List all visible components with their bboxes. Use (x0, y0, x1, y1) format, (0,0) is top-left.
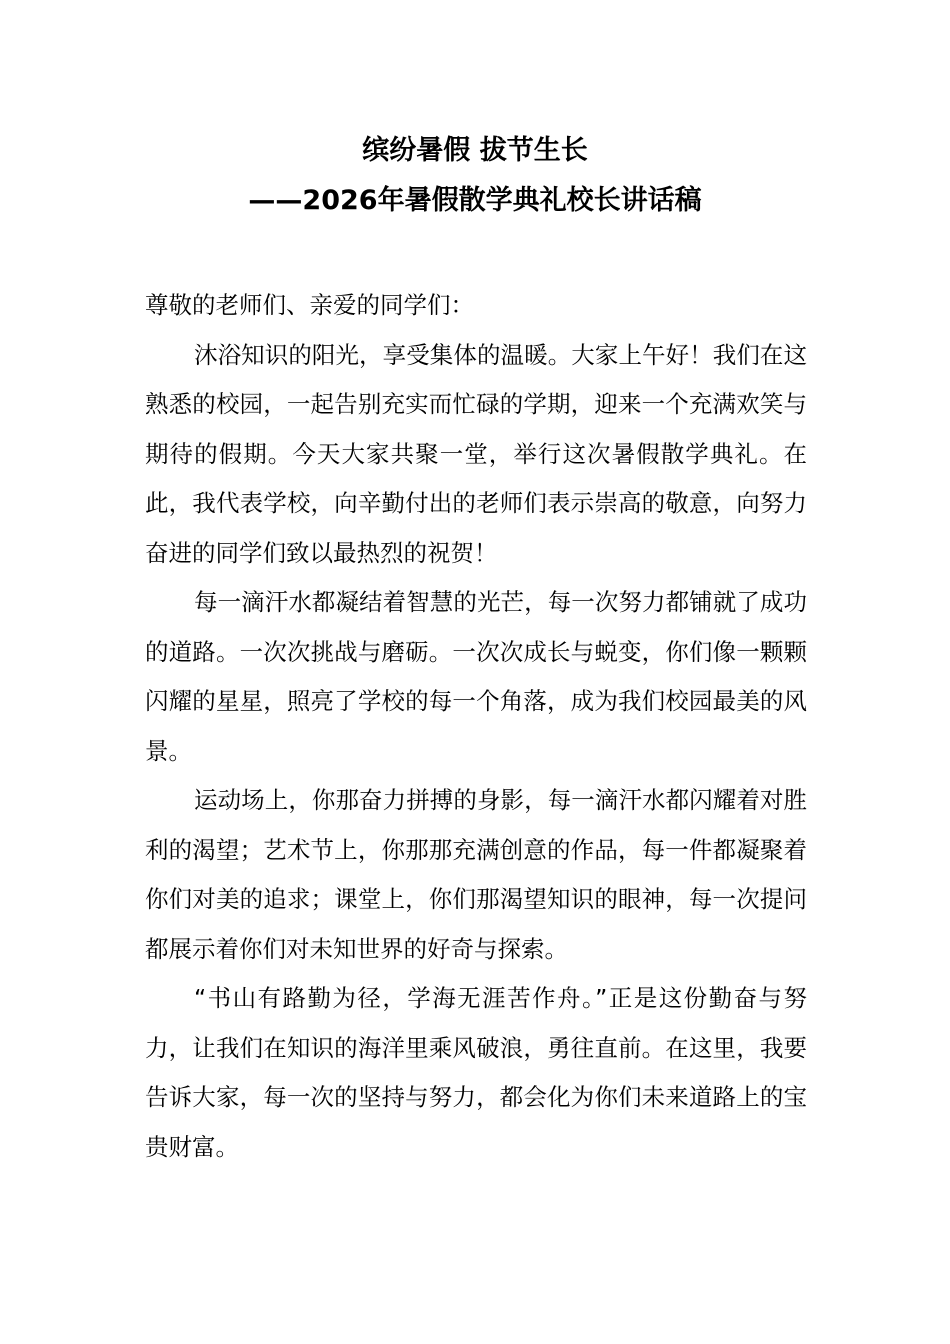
document-body (145, 281, 807, 1172)
paragraph: 运动场上，你那奋力拼搏的身影，每一滴汗水都闪耀着对胜利的渴望；艺术节上，你那那充满创意的作品，每一件都凝聚着你们对美的追求；课堂上，你们那渴望知识的眼神，每一次提问都展示着你们对未知世界的好奇与探索。 (145, 786, 807, 963)
document-subtitle: ——2026年暑假散学典礼校长讲话稿 (248, 185, 702, 216)
paragraph: 每一滴汗水都凝结着智慧的光芒，每一次努力都铺就了成功的道路。一次次挑战与磨砺。一次次成长与蜕变，你们像一颗颗闪耀的星星，照亮了学校的每一个角落，成为我们校园最美的风景。 (145, 588, 807, 765)
paragraph: “书山有路勤为径，学海无涯苦作舟。”正是这份勤奋与努力，让我们在知识的海洋里乘风破浪，勇往直前。在这里，我要告诉大家，每一次的坚持与努力，都会化为你们未来道路上的宝贵财富。 (145, 984, 807, 1161)
document-title: 缤纷暑假 拔节生长 (362, 135, 588, 166)
paragraph: 沐浴知识的阳光，享受集体的温暖。大家上午好！我们在这熟悉的校园，一起告别充实而忙碌的学期，迎来一个充满欢笑与期待的假期。今天大家共聚一堂，举行这次暑假散学典礼。在此，我代表学校，向辛勤付出的老师们表示崇高的敬意，向努力奋进的同学们致以最热烈的祝贺！ (145, 340, 807, 567)
salutation: 尊敬的老师们、亲爱的同学们： (145, 291, 474, 319)
